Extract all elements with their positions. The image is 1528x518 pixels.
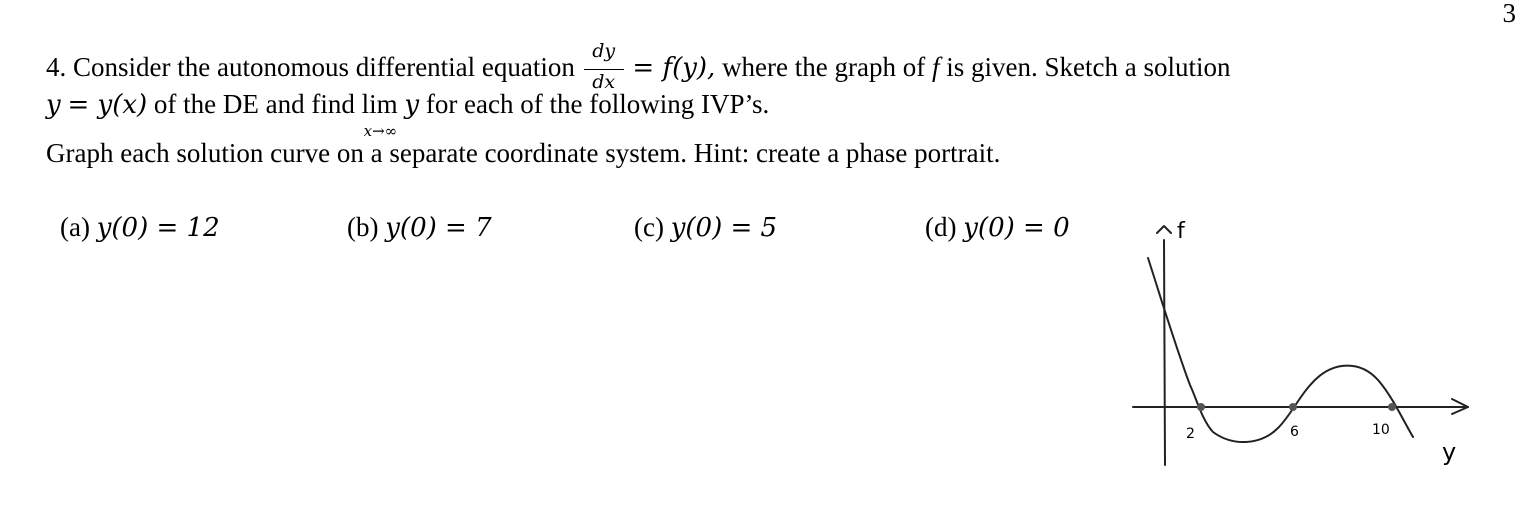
equilibrium-point-10 — [1388, 403, 1396, 411]
part-label: (b) — [347, 212, 379, 242]
part-c — [634, 212, 777, 243]
limit-word: lim — [361, 89, 398, 119]
problem-text-c: is given. Sketch a solution — [946, 52, 1231, 83]
f-symbol: f — [931, 52, 940, 83]
f-curve — [1148, 258, 1413, 442]
part-a — [60, 212, 220, 243]
tick-label-10: 10 — [1372, 422, 1390, 438]
tick-label-6: 6 — [1290, 424, 1299, 440]
fraction-numerator: dy — [592, 40, 616, 62]
part-condition: y(0) = 5 — [670, 213, 778, 243]
problem-text-a: Consider the autonomous differential equation — [73, 52, 575, 83]
problem-line2-text-b: for each of the following IVP’s. — [425, 89, 770, 119]
limit-expression — [361, 89, 398, 140]
fraction-bar — [584, 69, 624, 70]
problem-number: 4. — [46, 52, 67, 83]
part-label: (a) — [60, 212, 90, 242]
limit-variable: y — [404, 90, 420, 120]
problem-text-b: where the graph of — [722, 52, 926, 83]
solution-equation: = y(x) — [67, 90, 148, 120]
problem-line2-text-a: of the DE and find — [153, 89, 355, 119]
equation-rhs: = f(y), — [632, 53, 716, 84]
f-axis-line — [1164, 240, 1165, 465]
part-label: (c) — [634, 212, 664, 242]
part-condition: y(0) = 12 — [96, 213, 220, 243]
problem-line-2 — [46, 89, 770, 140]
page-number: 3 — [1502, 0, 1516, 28]
part-condition: y(0) = 0 — [963, 213, 1070, 243]
part-b — [347, 212, 492, 243]
problem-line-3: Graph each solution curve on a separate coordinate system. Hint: create a phase portrait. — [46, 138, 1001, 168]
y-axis-arrow — [1452, 399, 1468, 414]
part-d — [925, 212, 1070, 243]
y-axis-label: y — [1442, 438, 1457, 466]
equilibrium-point-2 — [1197, 403, 1205, 411]
part-label: (d) — [925, 212, 957, 242]
f-axis-label: f — [1177, 219, 1185, 244]
equilibrium-point-6 — [1289, 403, 1297, 411]
solution-y: y — [46, 90, 61, 120]
f-axis-arrow — [1157, 226, 1171, 233]
fraction-denominator: dx — [592, 71, 616, 93]
tick-label-2: 2 — [1186, 426, 1195, 442]
part-condition: y(0) = 7 — [385, 213, 492, 243]
limit-subscript: x→∞ — [363, 122, 398, 140]
